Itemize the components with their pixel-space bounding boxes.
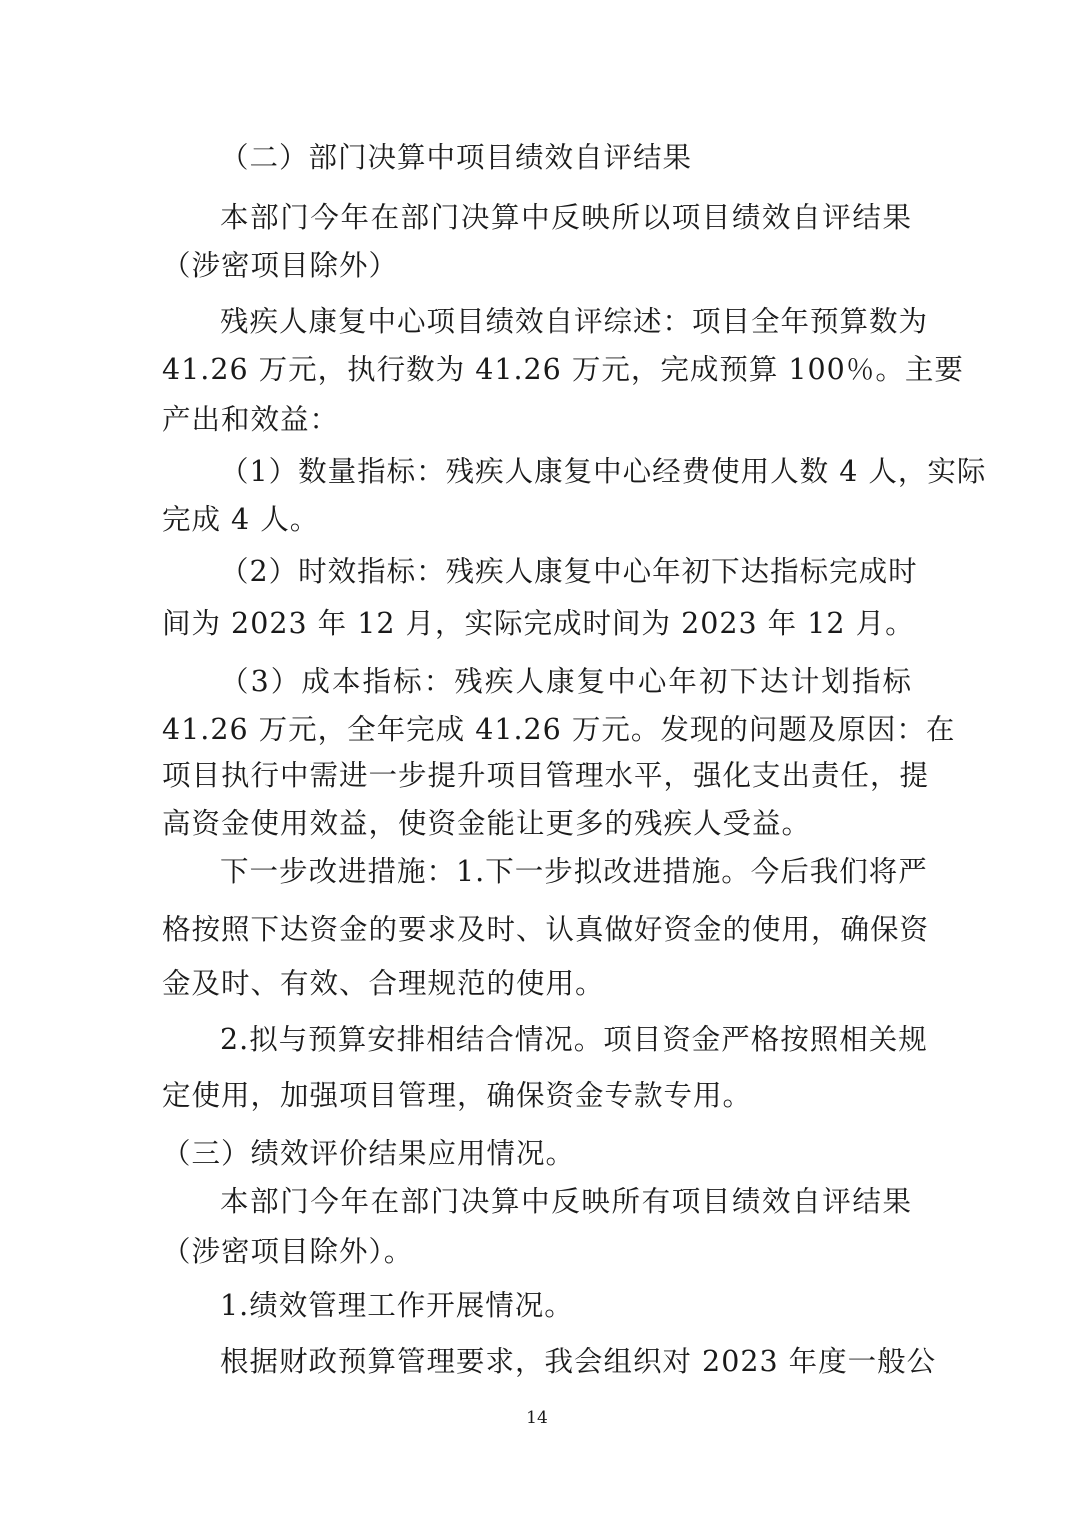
text-line: （涉密项目除外） — [162, 249, 399, 282]
text-line: 1.绩效管理工作开展情况。 — [220, 1289, 574, 1322]
section-heading-3: （三）绩效评价结果应用情况。 — [162, 1137, 576, 1170]
text-line: 41.26 万元，执行数为 41.26 万元，完成预算 100％。主要 — [162, 353, 964, 386]
text-line: 间为 2023 年 12 月，实际完成时间为 2023 年 12 月。 — [162, 607, 915, 640]
text-line: 下一步改进措施：1.下一步拟改进措施。今后我们将严 — [220, 855, 928, 888]
text-line: （1）数量指标：残疾人康复中心经费使用人数 4 人，实际 — [220, 455, 987, 488]
text-line: （涉密项目除外）。 — [162, 1235, 414, 1268]
page-number: 14 — [526, 1408, 548, 1428]
text-line: 残疾人康复中心项目绩效自评综述：项目全年预算数为 — [220, 305, 929, 338]
text-line: 格按照下达资金的要求及时、认真做好资金的使用，确保资 — [162, 913, 930, 946]
text-line: 金及时、有效、合理规范的使用。 — [162, 967, 605, 1000]
section-heading-2: （二）部门决算中项目绩效自评结果 — [220, 141, 693, 174]
text-line: 本部门今年在部门决算中反映所以项目绩效自评结果 — [220, 201, 912, 234]
text-line: 41.26 万元，全年完成 41.26 万元。发现的问题及原因：在 — [162, 713, 956, 746]
text-line: 本部门今年在部门决算中反映所有项目绩效自评结果 — [220, 1185, 912, 1218]
text-line: 根据财政预算管理要求，我会组织对 2023 年度一般公 — [220, 1345, 937, 1378]
text-line: 2.拟与预算安排相结合情况。项目资金严格按照相关规 — [220, 1023, 928, 1056]
text-line: 定使用，加强项目管理，确保资金专款专用。 — [162, 1079, 753, 1112]
text-line: 产出和效益： — [162, 403, 340, 436]
text-line: 项目执行中需进一步提升项目管理水平，强化支出责任，提 — [162, 759, 930, 792]
text-line: （3）成本指标：残疾人康复中心年初下达计划指标 — [220, 665, 912, 698]
text-line: （2）时效指标：残疾人康复中心年初下达指标完成时 — [220, 555, 918, 588]
text-line: 完成 4 人。 — [162, 503, 320, 536]
text-line: 高资金使用效益，使资金能让更多的残疾人受益。 — [162, 807, 812, 840]
